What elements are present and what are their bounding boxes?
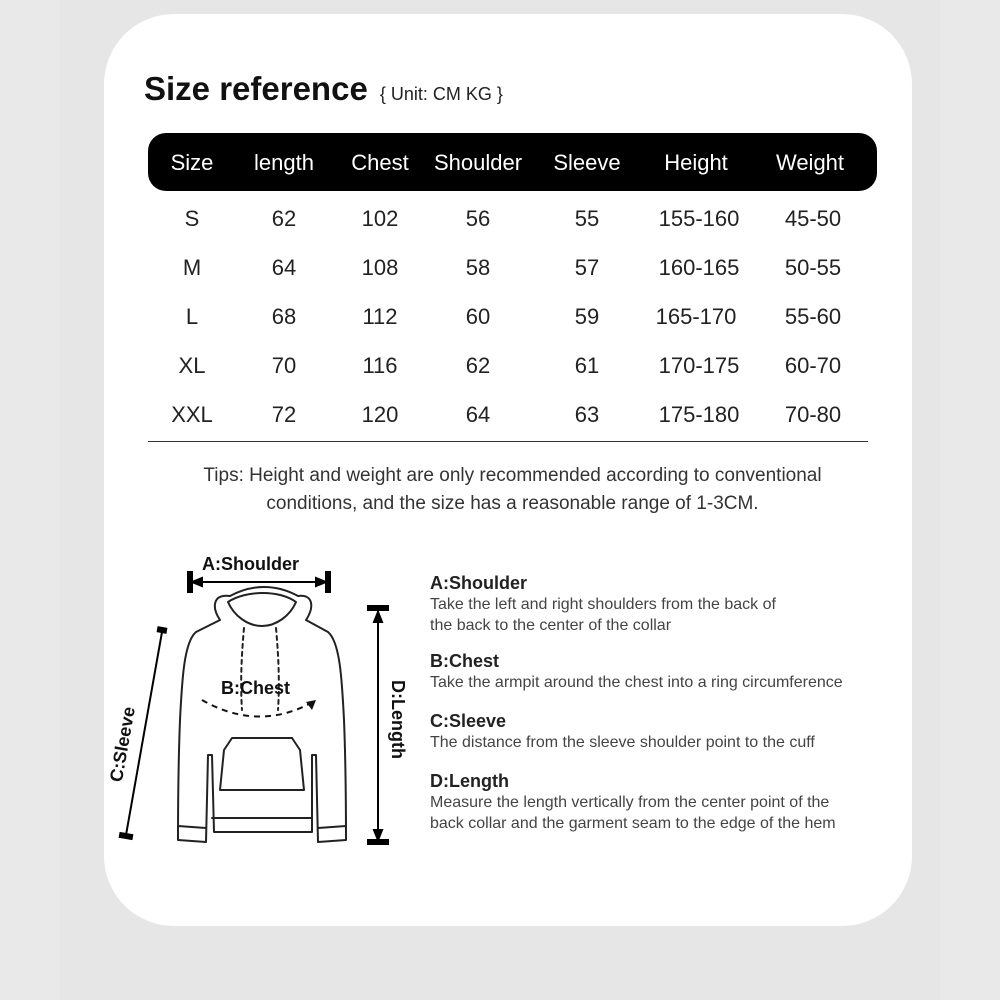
tips-line-2: conditions, and the size has a reasonable range of 1-3CM. <box>266 493 759 514</box>
cell-weight: 60-70 <box>784 353 842 378</box>
cell-size: L <box>185 304 199 329</box>
table-row <box>148 247 877 287</box>
cell-height: 155-160 <box>658 206 740 231</box>
cell-height: 170-175 <box>658 353 740 378</box>
table-row <box>148 296 877 336</box>
desc-line: Take the armpit around the chest into a ring circumference <box>430 674 843 691</box>
header-weight: Weight <box>775 150 845 175</box>
cell-chest: 102 <box>361 206 399 231</box>
cell-size: XXL <box>171 402 213 427</box>
cell-shoulder: 62 <box>465 353 491 378</box>
desc-shoulder <box>430 572 910 636</box>
cell-shoulder: 60 <box>465 304 491 329</box>
cell-size: M <box>182 255 202 280</box>
desc-line: back collar and the garment seam to the edge of the hem <box>430 815 836 832</box>
cell-height: 175-180 <box>658 402 740 427</box>
page-title: Size reference <box>144 70 368 107</box>
table-divider <box>148 441 868 442</box>
cell-weight: 45-50 <box>784 206 842 231</box>
cell-length: 68 <box>271 304 297 329</box>
desc-heading: C:Sleeve <box>430 711 507 731</box>
desc-heading: B:Chest <box>430 651 500 671</box>
cell-height: 165-170 <box>655 304 737 329</box>
cell-chest: 112 <box>362 304 398 329</box>
cell-chest: 120 <box>361 402 399 427</box>
header-size: Size <box>170 150 214 175</box>
desc-line: Measure the length vertically from the center point of the <box>430 794 830 811</box>
table-row <box>148 345 877 385</box>
table-row <box>148 394 877 434</box>
length-label: D:Length <box>388 680 408 759</box>
tips-text <box>140 462 885 518</box>
desc-heading: A:Shoulder <box>430 573 527 593</box>
table-row <box>148 198 877 238</box>
cell-chest: 108 <box>361 255 399 280</box>
desc-length <box>430 770 910 834</box>
cell-length: 64 <box>271 255 297 280</box>
header-height: Height <box>664 150 728 175</box>
shoulder-label: A:Shoulder <box>202 554 299 574</box>
cell-sleeve: 57 <box>574 255 600 280</box>
desc-sleeve <box>430 710 910 753</box>
header-chest: Chest <box>351 150 409 175</box>
hoodie-illustration <box>100 550 430 870</box>
cell-sleeve: 63 <box>574 402 600 427</box>
cell-weight: 55-60 <box>784 304 842 329</box>
unit-label: { Unit: CM KG } <box>379 84 503 104</box>
cell-weight: 70-80 <box>784 402 842 427</box>
header-length: length <box>254 150 314 175</box>
cell-sleeve: 59 <box>574 304 600 329</box>
desc-line: The distance from the sleeve shoulder point to the cuff <box>430 734 815 751</box>
table-header <box>148 133 877 191</box>
cell-chest: 116 <box>362 353 398 378</box>
desc-line: Take the left and right shoulders from the back of <box>430 596 776 613</box>
cell-shoulder: 64 <box>465 402 491 427</box>
chest-label: B:Chest <box>221 678 291 698</box>
cell-length: 62 <box>271 206 297 231</box>
cell-height: 160-165 <box>658 255 740 280</box>
desc-line: the back to the center of the collar <box>430 617 672 634</box>
tips-line-1: Tips: Height and weight are only recommended according to conventional <box>203 465 822 486</box>
title-row <box>144 70 503 114</box>
sleeve-label: C:Sleeve <box>106 705 139 784</box>
cell-size: S <box>184 206 200 231</box>
desc-chest <box>430 650 910 693</box>
hoodie-diagram <box>100 550 430 870</box>
cell-sleeve: 55 <box>574 206 600 231</box>
cell-weight: 50-55 <box>784 255 842 280</box>
cell-size: XL <box>178 353 206 378</box>
desc-heading: D:Length <box>430 771 509 791</box>
cell-shoulder: 56 <box>465 206 491 231</box>
cell-shoulder: 58 <box>465 255 491 280</box>
header-sleeve: Sleeve <box>553 150 621 175</box>
cell-length: 70 <box>271 353 297 378</box>
cell-sleeve: 61 <box>574 353 600 378</box>
header-shoulder: Shoulder <box>433 150 523 175</box>
cell-length: 72 <box>271 402 297 427</box>
